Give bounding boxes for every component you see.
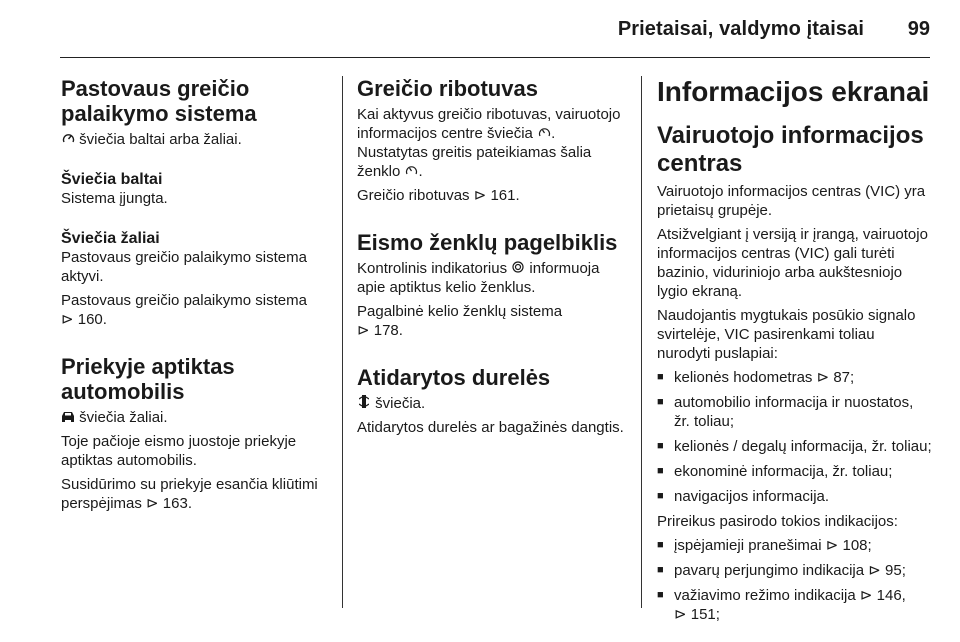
speed-limiter-icon [537, 124, 551, 143]
heading-lit-white: Šviečia baltai [61, 171, 163, 188]
paragraph: Atidarytos durelės ar bagažinės dangtis. [357, 419, 624, 436]
paragraph: šviečia baltai arba žaliai. [61, 130, 329, 149]
ref-arrow-icon: ⊳ [859, 587, 873, 604]
page-reference: 163. [162, 495, 192, 512]
list-item: ■ automobilio informacija ir nuostatos, žr. toliau; [657, 393, 932, 431]
page-reference: 160. [77, 311, 107, 328]
paragraph: šviečia. [357, 394, 627, 413]
list-item: ■ važiavimo režimo indikacija ⊳ 146, ⊳ 151; [657, 586, 932, 624]
paragraph: Pastovaus greičio palaikymo sistema ⊳ 160. [61, 292, 307, 328]
pages-list [657, 368, 932, 506]
heading-door-open: Atidarytos durelės [357, 365, 551, 390]
ref-arrow-icon: ⊳ [825, 537, 839, 554]
page-reference: 108; [842, 537, 872, 554]
page-reference: 178. [373, 322, 403, 339]
page-number: 99 [907, 18, 930, 40]
list-item: ■ įspėjamieji pranešimai ⊳ 108; [657, 536, 932, 555]
page-header [60, 18, 930, 42]
heading-traffic-sign-assistant: Eismo ženklų pagelbiklis [357, 230, 618, 255]
door-open-icon [357, 394, 371, 413]
paragraph: Naudojantis mygtukais posūkio signalo svirtelėje, VIC pasirenkami toliau nurodyti puslapiai: [657, 307, 916, 362]
paragraph: Toje pačioje eismo juostoje priekyje aptiktas automobilis. [61, 433, 297, 469]
paragraph: Kontrolinis indikatorius informuoja apie aptiktus kelio ženklus. [357, 260, 600, 296]
page-reference: 87; [833, 369, 855, 386]
paragraph: Greičio ribotuvas ⊳ 161. [357, 187, 520, 204]
ref-arrow-icon: ⊳ [146, 495, 159, 512]
heading-vehicle-detected: Priekyje aptiktas automobilis [61, 354, 235, 404]
heading-info-displays: Informacijos ekranai [657, 76, 930, 107]
page-reference: 151; [690, 606, 720, 623]
column-divider [641, 76, 642, 608]
paragraph: Prireikus pasirodo tokios indikacijos: [657, 513, 898, 530]
list-item: ■ pavarų perjungimo indikacija ⊳ 95; [657, 561, 932, 580]
paragraph: Kai aktyvus greičio ribotuvas, vairuotojo informacijos centre šviečia . Nustatytas greitis pateikiamas šalia ženklo . [357, 106, 621, 180]
paragraph: Atsižvelgiant į versiją ir įrangą, vairuotojo informacijos centras (VIC) gali turėti bazinio, viduriniojo arba aukštesniojo lygio ekraną. [657, 226, 928, 300]
column-3 [657, 76, 932, 630]
list-item: ■ kelionės / degalų informacija, žr. toliau; [657, 437, 932, 456]
ref-arrow-icon: ⊳ [473, 187, 487, 204]
ref-arrow-icon: ⊳ [674, 606, 687, 623]
list-item: ■ navigacijos informacija. [657, 487, 932, 506]
ref-arrow-icon: ⊳ [61, 311, 74, 328]
list-item: ■ kelionės hodometras ⊳ 87; [657, 368, 932, 387]
paragraph: Pastovaus greičio palaikymo sistema aktyvi. [61, 249, 307, 285]
heading-speed-limiter: Greičio ribotuvas [357, 76, 538, 101]
column-divider [342, 76, 343, 608]
paragraph: Sistema įjungta. [61, 190, 168, 207]
indications-list [657, 536, 932, 624]
paragraph: šviečia žaliai. [61, 408, 329, 427]
ref-arrow-icon: ⊳ [357, 322, 370, 339]
column-2 [357, 76, 627, 442]
speed-limiter-icon [405, 162, 419, 181]
heading-cruise-control: Pastovaus greičio palaikymo sistema [61, 76, 257, 126]
heading-lit-green: Šviečia žaliai [61, 230, 160, 247]
ref-arrow-icon: ⊳ [868, 562, 881, 579]
section-title: Prietaisai, valdymo įtaisai [617, 18, 864, 40]
heading-driver-info-centre: Vairuotojo informacijos centras [657, 122, 924, 177]
car-front-icon [61, 408, 75, 427]
page-reference: 161. [490, 187, 520, 204]
paragraph: Susidūrimo su priekyje esančia kliūtimi perspėjimas ⊳ 163. [61, 476, 318, 512]
header-rule [60, 57, 930, 58]
list-item: ■ ekonominė informacija, žr. toliau; [657, 462, 932, 481]
paragraph: Vairuotojo informacijos centras (VIC) yra prietaisų grupėje. [657, 183, 926, 219]
page-reference: 95; [885, 562, 906, 579]
page-reference: 146, [876, 587, 906, 604]
traffic-sign-icon [511, 259, 525, 278]
ref-arrow-icon: ⊳ [816, 369, 830, 386]
speedometer-icon [61, 130, 75, 149]
column-1 [61, 76, 329, 518]
paragraph: Pagalbinė kelio ženklų sistema ⊳ 178. [357, 303, 563, 339]
